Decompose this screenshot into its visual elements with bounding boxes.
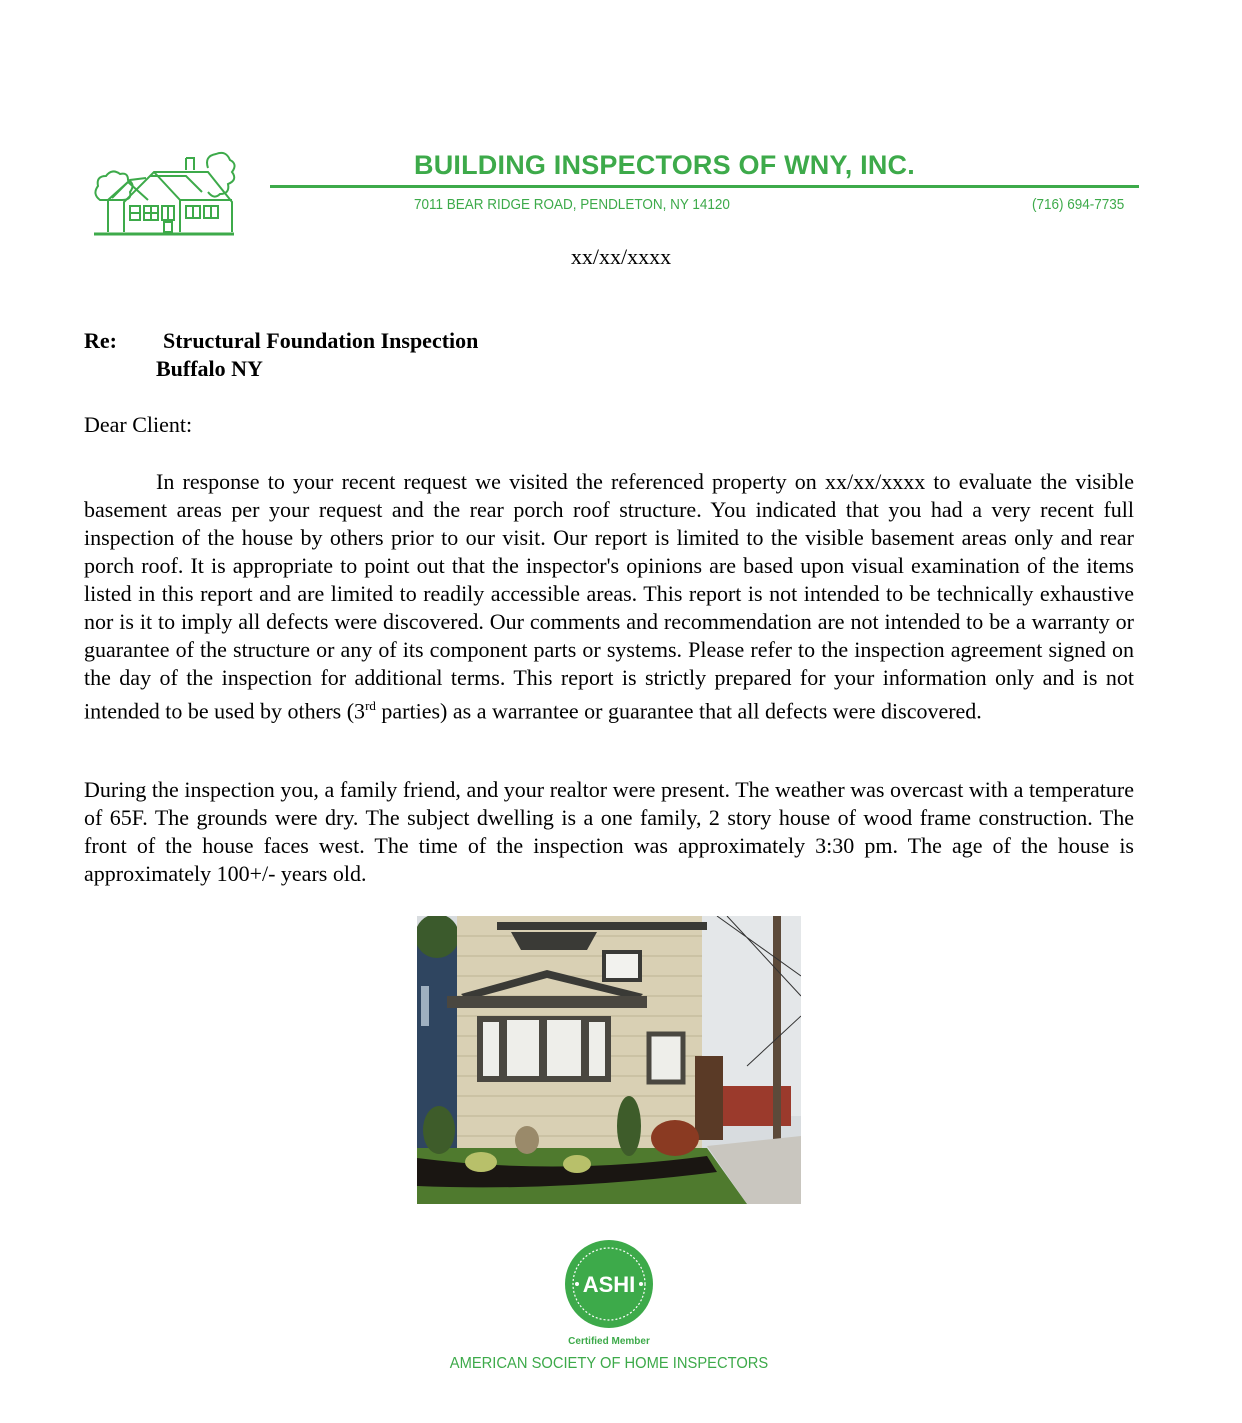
letterhead-rule (270, 185, 1139, 188)
para1-text: In response to your recent request we visited the referenced property on xx/xx/xxxx to evaluate the visible basement areas per your request and the rear porch roof structure. You indicated that you had a very recent full inspection of the house by others prior to our visit. Our report is limited to the visible basement areas only and rear porch roof. It is appropriate to point out that the inspector's opinions are based upon visual examination of the items listed in this report and are limited to readily accessible areas. This report is not intended to be technically exhaustive nor is it to imply all defects were discovered. Our comments and recommendation are not intended to be a warranty or guarantee of the structure or any of its component parts or systems. Please refer to the inspection agreement signed on the day of the inspection for additional terms. This report is strictly prepared for your information only and is not intended to be used by others (3 (84, 469, 1134, 724)
company-address: 7011 BEAR RIDGE ROAD, PENDLETON, NY 14120 (414, 196, 730, 213)
body-paragraph-2: During the inspection you, a family friend, and your realtor were present. The weather was overcast with a temperature of 65F. The grounds were dry. The subject dwelling is a one family, 2 story house of wood frame construction. The front of the house faces west. The time of the inspection was approximately 3:30 pm. The age of the house is approximately 100+/- years old. (84, 777, 1134, 886)
body-paragraph-1 (84, 468, 1134, 725)
para1-superscript: rd (365, 698, 376, 713)
ashi-seal-text: ASHI (582, 1272, 636, 1297)
letter-date: xx/xx/xxxx (570, 244, 672, 269)
company-phone: (716) 694-7735 (1032, 196, 1125, 213)
certified-member-label: Certified Member (568, 1336, 650, 1347)
company-name: BUILDING INSPECTORS OF WNY, INC. (414, 150, 915, 180)
ashi-organization-name: AMERICAN SOCIETY OF HOME INSPECTORS (449, 1355, 769, 1372)
salutation: Dear Client: (84, 412, 193, 437)
re-subject: Structural Foundation Inspection (163, 328, 479, 353)
ashi-seal-logo (564, 1238, 654, 1334)
house-photo (417, 916, 801, 1204)
re-location: Buffalo NY (156, 356, 263, 381)
para1-text-end: parties) as a warrantee or guarantee that all defects were discovered. (375, 698, 982, 724)
company-house-logo (90, 148, 238, 238)
re-label: Re: (84, 328, 117, 353)
